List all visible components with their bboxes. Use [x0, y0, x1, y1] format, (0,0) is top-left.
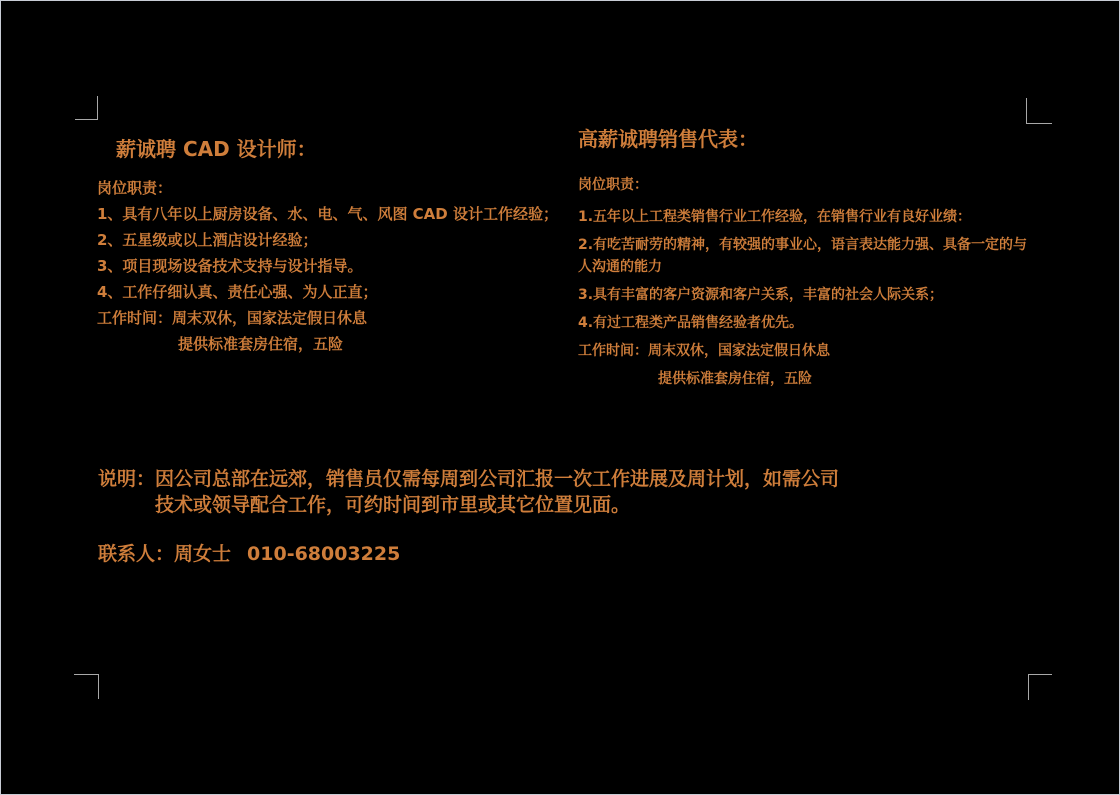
- job-title-sales-rep: 高薪诚聘销售代表：: [578, 127, 758, 151]
- work-time-line: 工作时间：周末双休，国家法定假日休息: [578, 343, 830, 359]
- duties-label: 岗位职责：: [97, 179, 173, 197]
- contact-phone: 010-68003225: [247, 543, 401, 565]
- work-time-line: 工作时间：周末双休，国家法定假日休息: [97, 309, 368, 327]
- contact-label: 联系人：: [98, 543, 175, 565]
- contact-line: [98, 541, 400, 567]
- duty-item: 4.有过工程类产品销售经验者优先。: [578, 315, 804, 331]
- duties-label: 岗位职责：: [578, 177, 648, 193]
- note-text: [155, 466, 865, 518]
- crop-mark-bottom-left: [74, 674, 99, 699]
- benefit-line: 提供标准套房住宿，五险: [658, 371, 812, 387]
- duty-item: 1、具有八年以上厨房设备、水、电、气、风图 CAD 设计工作经验；: [97, 205, 558, 223]
- duty-item: 1.五年以上工程类销售行业工作经验，在销售行业有良好业绩：: [578, 209, 972, 225]
- contact-name: 周女士: [174, 543, 232, 565]
- duty-item: 4、工作仔细认真、责任心强、为人正直；: [97, 283, 378, 301]
- crop-mark-bottom-right: [1028, 674, 1052, 700]
- duty-item: 2.有吃苦耐劳的精神，有较强的事业心，语言表达能力强、具备一定的与人沟通的能力: [578, 237, 1028, 275]
- note-label: 说明：: [98, 468, 156, 490]
- job-posting-sales-rep: [578, 127, 1030, 396]
- duty-item: 3.具有丰富的客户资源和客户关系，丰富的社会人际关系；: [578, 287, 944, 303]
- note-block: [98, 466, 865, 518]
- duty-item: 3、项目现场设备技术支持与设计指导。: [97, 257, 363, 275]
- crop-mark-top-left: [75, 96, 98, 120]
- benefit-line: 提供标准套房住宿，五险: [178, 335, 344, 353]
- note-line: 技术或领导配合工作，可约时间到市里或其它位置见面。: [155, 494, 631, 516]
- job-posting-cad-designer: [97, 137, 557, 359]
- job-title-cad-designer: 薪诚聘 CAD 设计师：: [116, 137, 317, 161]
- duty-item: 2、五星级或以上酒店设计经验；: [97, 231, 318, 249]
- crop-mark-top-right: [1026, 98, 1052, 124]
- note-line: 因公司总部在远郊，销售员仅需每周到公司汇报一次工作进展及周计划，如需公司: [155, 468, 840, 490]
